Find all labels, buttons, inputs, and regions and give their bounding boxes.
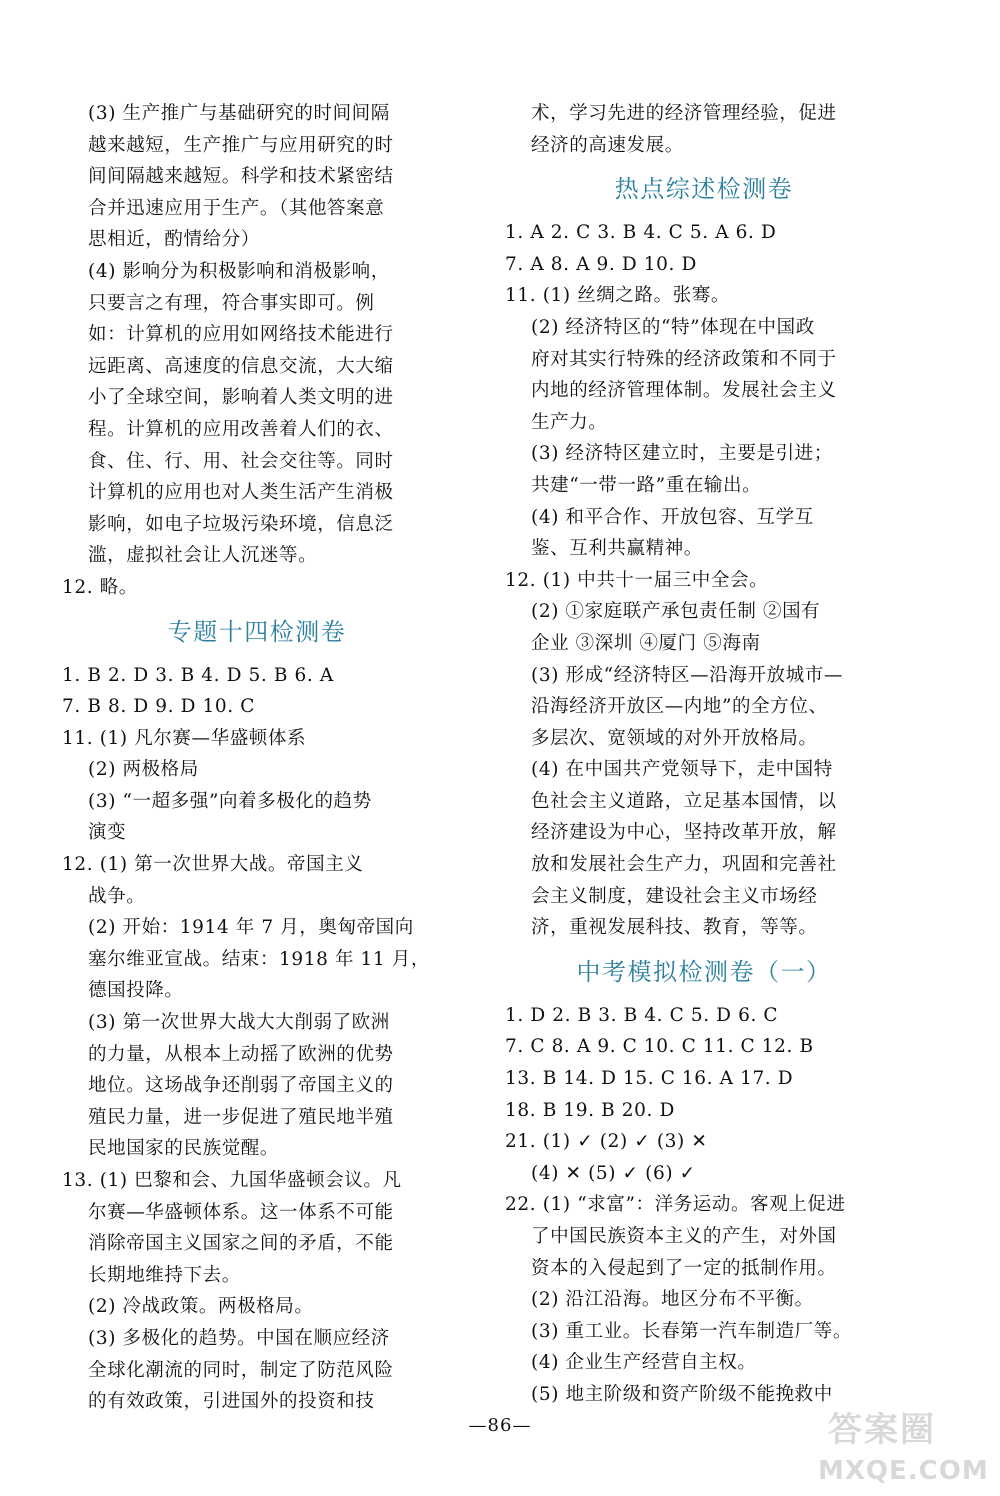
answer-line: 13. (1) 巴黎和会、九国华盛顿会议。凡 <box>62 1170 402 1191</box>
answer-line: 德国投降。 <box>88 980 184 1002</box>
answer-line: (3) 经济特区建立时，主要是引进； <box>531 443 833 465</box>
answer-line: (3) 形成“经济特区—沿海开放城市— <box>531 664 843 686</box>
answer-line: 11. (1) 凡尔赛—华盛顿体系 <box>62 727 307 749</box>
answer-line: 经济的高速发展。 <box>531 134 684 156</box>
answer-line: 12. (1) 第一次世界大战。帝国主义 <box>62 854 364 876</box>
answer-line: 多层次、宽领域的对外开放格局。 <box>531 727 818 749</box>
watermark-logo-text: 答案圈 <box>828 1410 936 1450</box>
answer-line: 会主义制度，建设社会主义市场经 <box>531 885 818 907</box>
answer-line: (2) 开始：1914 年 7 月，奥匈帝国向 <box>88 917 414 939</box>
answer-line: (3) 多极化的趋势。中国在顺应经济 <box>88 1327 390 1349</box>
answer-line: 尔赛—华盛顿体系。这一体系不可能 <box>88 1201 394 1223</box>
answer-line: (3) 重工业。长春第一汽车制造厂等。 <box>531 1320 852 1342</box>
right-column <box>505 98 883 1411</box>
answer-line: (2) 经济特区的“特”体现在中国政 <box>531 316 815 338</box>
answer-line: 鉴、互利共赢精神。 <box>531 538 703 560</box>
answer-line: (2) 沿江沿海。地区分布不平衡。 <box>531 1289 814 1311</box>
answer-line: 放和发展社会生产力，巩固和完善社 <box>531 854 837 876</box>
answer-line: (4) 和平合作、开放包容、互学互 <box>531 506 814 528</box>
answer-line: 长期地维持下去。 <box>88 1264 241 1286</box>
answer-line: 了中国民族资本主义的产生，对外国 <box>531 1226 837 1247</box>
answer-line: 的有效政策，引进国外的投资和技 <box>88 1391 375 1413</box>
answer-line: 的力量，从根本上动摇了欧洲的优势 <box>88 1043 394 1065</box>
answer-line: 程。计算机的应用改善着人们的衣、 <box>88 418 394 440</box>
answer-line: 共建“一带一路”重在输出。 <box>531 474 762 496</box>
left-column <box>62 98 430 1418</box>
answer-line: 色社会主义道路，立足基本国情，以 <box>531 790 837 812</box>
answer-line: 1. B 2. D 3. B 4. D 5. B 6. A <box>62 664 334 686</box>
answer-line: 术，学习先进的经济管理经验，促进 <box>531 103 837 124</box>
answer-line: 越来越短，生产推广与应用研究的时 <box>88 134 394 156</box>
answer-line: 12. (1) 中共十一届三中全会。 <box>505 569 769 591</box>
answer-line: 远距离、高速度的信息交流，大大缩 <box>88 355 394 377</box>
answer-line: 7. B 8. D 9. D 10. C <box>62 696 255 718</box>
answer-line: 1. D 2. B 3. B 4. C 5. D 6. C <box>505 1004 779 1026</box>
answer-line: 21. (1) ✓ (2) ✓ (3) ✕ <box>505 1131 708 1153</box>
answer-line: 沿海经济开放区—内地”的全方位、 <box>531 696 828 718</box>
answer-line: (2) 冷战政策。两极格局。 <box>88 1296 314 1318</box>
answer-line: 7. A 8. A 9. D 10. D <box>505 253 697 275</box>
answer-line: 企业 ③深圳 ④厦门 ⑤海南 <box>531 632 761 654</box>
answer-line: 消除帝国主义国家之间的矛盾，不能 <box>88 1233 394 1255</box>
section-heading: 专题十四检测卷 <box>167 617 347 646</box>
answer-line: 内地的经济管理体制。发展社会主义 <box>531 380 837 402</box>
answer-line: 间间隔越来越短。科学和技术紧密结 <box>88 166 394 188</box>
answer-line: 济，重视发展科技、教育，等等。 <box>531 917 818 939</box>
answer-line: 资本的入侵起到了一定的抵制作用。 <box>531 1257 837 1279</box>
answer-line: 全球化潮流的同时，制定了防范风险 <box>88 1359 394 1381</box>
answer-line: 思相近，酌情给分） <box>88 229 260 251</box>
answer-line: (3) “一超多强”向着多极化的趋势 <box>88 790 372 812</box>
answer-line: 塞尔维亚宣战。结束：1918 年 11 月， <box>88 948 430 970</box>
answer-line: 18. B 19. B 20. D <box>505 1099 675 1121</box>
answer-line: 7. C 8. A 9. C 10. C 11. C 12. B <box>505 1036 814 1058</box>
answer-line: 影响，如电子垃圾污染环境，信息泛 <box>88 513 394 535</box>
answer-line: 11. (1) 丝绸之路。张骞。 <box>505 285 730 307</box>
answer-line: (3) 生产推广与基础研究的时间间隔 <box>88 103 390 124</box>
answer-line: (5) 地主阶级和资产阶级不能挽救中 <box>531 1383 833 1405</box>
answer-line: 如：计算机的应用如网络技术能进行 <box>88 324 394 346</box>
answer-line: (2) ①家庭联产承包责任制 ②国有 <box>531 601 821 623</box>
answer-line: (2) 两极格局 <box>88 759 199 781</box>
answer-line: (3) 第一次世界大战大大削弱了欧洲 <box>88 1012 390 1034</box>
answer-line: (4) 在中国共产党领导下，走中国特 <box>531 759 833 781</box>
answer-line: 1. A 2. C 3. B 4. C 5. A 6. D <box>505 222 777 244</box>
answer-line: 22. (1) “求富”：洋务运动。客观上促进 <box>505 1194 846 1216</box>
answer-line: (4) ✕ (5) ✓ (6) ✓ <box>531 1162 696 1184</box>
answer-line: 合并迅速应用于生产。（其他答案意 <box>88 197 385 219</box>
answer-line: 地位。这场战争还削弱了帝国主义的 <box>88 1075 394 1097</box>
section-heading: 中考模拟检测卷（一） <box>576 957 832 986</box>
site-watermark <box>788 1398 988 1488</box>
answer-line: 生产力。 <box>531 411 608 433</box>
answer-line: 13. B 14. D 15. C 16. A 17. D <box>505 1068 794 1090</box>
answer-line: (4) 影响分为积极影响和消极影响， <box>88 260 390 282</box>
answer-line: 民地国家的民族觉醒。 <box>88 1138 280 1160</box>
watermark-url-text: MXQE.COM <box>818 1456 989 1486</box>
answer-line: 12. 略。 <box>62 576 138 598</box>
answer-line: 府对其实行特殊的经济政策和不同于 <box>531 348 837 370</box>
answer-line: 只要言之有理，符合事实即可。例 <box>88 292 375 314</box>
answer-line: 战争。 <box>88 885 146 907</box>
answer-line: 计算机的应用也对人类生活产生消极 <box>88 482 394 504</box>
answer-line: 殖民力量，进一步促进了殖民地半殖 <box>88 1106 394 1128</box>
answer-line: 小了全球空间，影响着人类文明的进 <box>88 387 394 409</box>
answer-line: 滥，虚拟社会让人沉迷等。 <box>88 545 318 567</box>
answer-line: 食、住、行、用、社会交往等。同时 <box>88 450 394 472</box>
section-heading: 热点综述检测卷 <box>614 175 794 204</box>
page-number: —86— <box>468 1415 532 1436</box>
answer-line: 经济建设为中心，坚持改革开放，解 <box>531 822 837 844</box>
answer-line: (4) 企业生产经营自主权。 <box>531 1352 757 1374</box>
answer-line: 演变 <box>88 822 127 844</box>
